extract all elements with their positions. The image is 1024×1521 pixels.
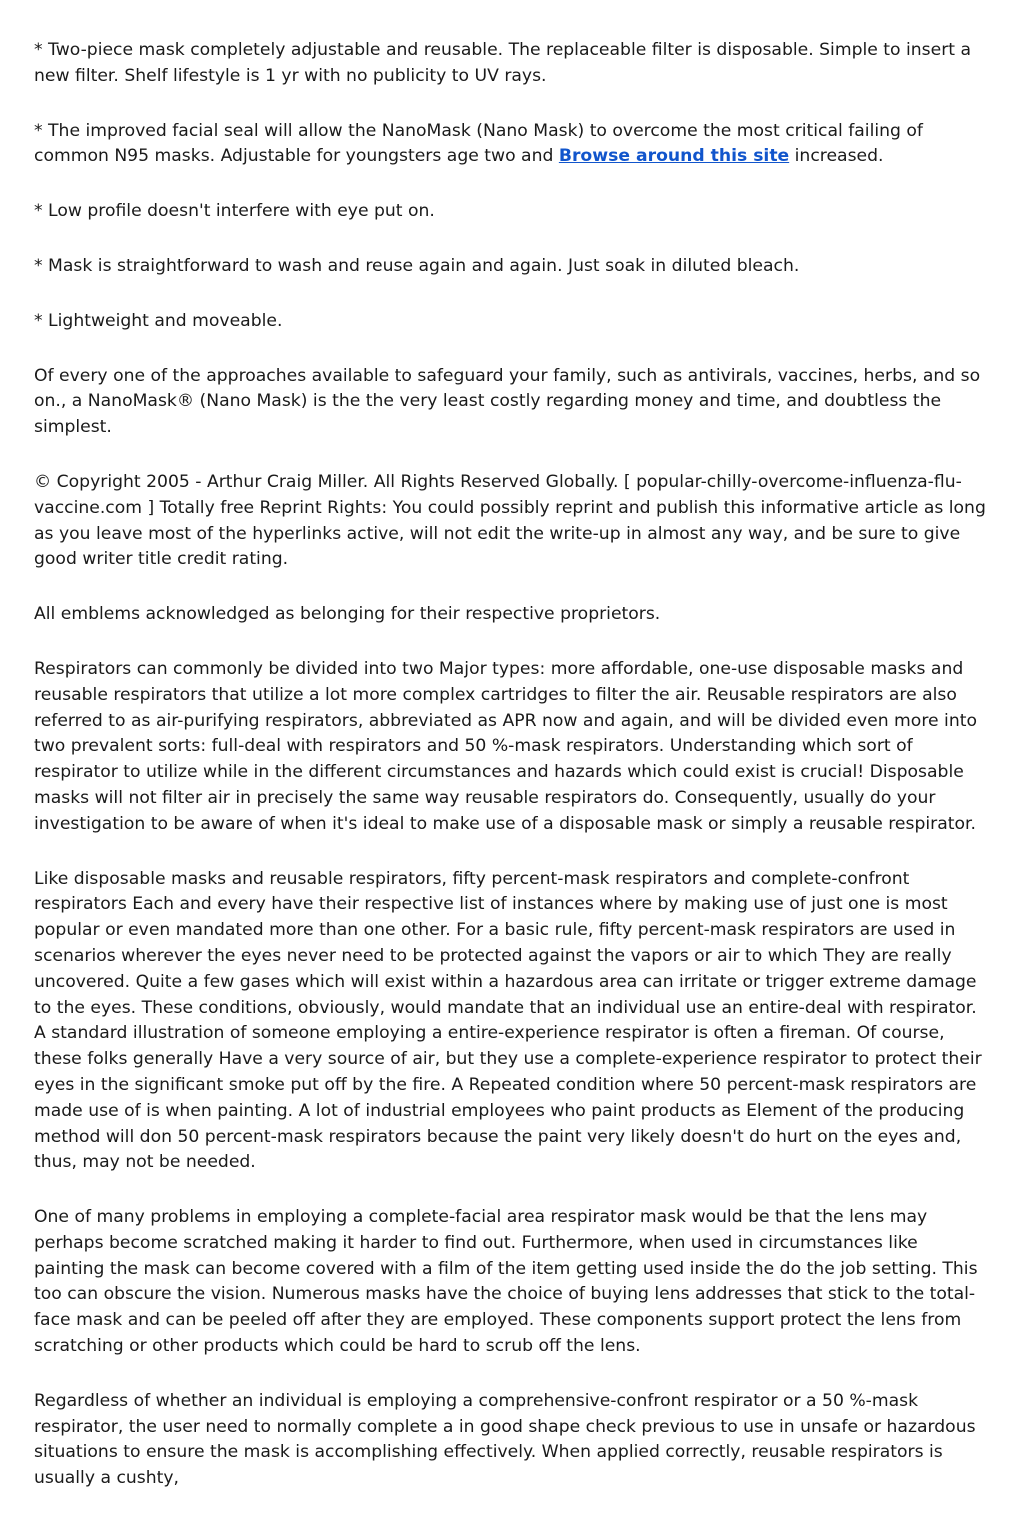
paragraph-facial-seal-tail: increased. <box>789 146 884 167</box>
paragraph-respirator-types: Respirators can commonly be divided into two Major types: more affordable, one-use disposable masks and reusable respirators that utilize a lot more complex cartridges to filter the air. Reusable respirators are also referred to as air-purifying respirators, abbreviated as APR now and again, and will be divided even more into two prevalent sorts: full-deal with respirators and 50 %-mask respirators. Understanding which sort of respirator to utilize while in the different circumstances and hazards which could exist is crucial! Disposable masks will not filter air in precisely the same way reusable respirators do. Consequently, usually do your investigation to be aware of when it's ideal to make use of a disposable mask or simply a reusable respirator. <box>34 658 977 834</box>
browse-site-link[interactable]: Browse around this site <box>558 146 790 167</box>
paragraph-lightweight: * Lightweight and moveable. <box>34 310 283 331</box>
paragraph-low-profile: * Low profile doesn't interfere with eye put on. <box>34 201 435 222</box>
paragraph-emblems: All emblems acknowledged as belonging for their respective proprietors. <box>34 604 661 625</box>
document-body <box>34 38 990 1521</box>
paragraph-mask-adjustable: * Two-piece mask completely adjustable and reusable. The replaceable filter is disposable. Simple to insert a new filter. Shelf lifestyle is 1 yr with no publicity to UV rays. <box>34 40 972 86</box>
paragraph-approaches: Of every one of the approaches available to safeguard your family, such as antivirals, vaccines, herbs, and so on., a NanoMask® (Nano Mask) is the the very least costly regarding money and time, and doubtless the simplest. <box>34 365 981 438</box>
paragraph-wash-reuse: * Mask is straightforward to wash and reuse again and again. Just soak in diluted bleach. <box>34 255 800 276</box>
paragraph-half-vs-full: Like disposable masks and reusable respirators, fifty percent-mask respirators and complete-confront respirators Each and every have their respective list of instances where by making use of just one is most popular or even mandated more than one other. For a basic rule, fifty percent-mask respirators are used in scenarios wherever the eyes never need to be protected against the vapors or air to which They are really uncovered. Quite a few gases which will exist within a hazardous area can irritate or trigger extreme damage to the eyes. These conditions, obviously, would mandate that an individual use an entire-deal with respirator. A standard illustration of someone employing a entire-experience respirator is often a fireman. Of course, these folks generally Have a very source of air, but they use a complete-experience respirator to protect their eyes in the significant smoke put off by the fire. A Repeated condition where 50 percent-mask respirators are made use of is when painting. A lot of industrial employees who paint products as Element of the producing method will don 50 percent-mask respirators because the paint very likely doesn't do hurt on the eyes and, thus, may not be needed. <box>34 868 982 1173</box>
paragraph-fit-check: Regardless of whether an individual is employing a comprehensive-confront respirator or a 50 %-mask respirator, the user need to normally complete a in good shape check previous to use in unsafe or hazardous situations to ensure the mask is accomplishing effectively. When applied correctly, reusable respirators is usually a cushty, <box>34 1390 976 1489</box>
paragraph-copyright: © Copyright 2005 - Arthur Craig Miller. All Rights Reserved Globally. [ popular-chilly-overcome-influenza-flu-vaccine.com ] Totally free Reprint Rights: You could possibly reprint and publish this informative article as long as you leave most of the hyperlinks active, will not edit the write-up in almost any way, and be sure to give good writer title credit rating. <box>34 471 986 570</box>
paragraph-facial-seal-text: * The improved facial seal will allow the NanoMask (Nano Mask) to overcome the most critical failing of common N95 masks. Adjustable for youngsters age two and <box>34 120 923 167</box>
paragraph-lens-problems: One of many problems in employing a complete-facial area respirator mask would be that the lens may perhaps become scratched making it harder to find out. Furthermore, when used in circumstances like painting the mask can become covered with a film of the item getting used inside the do the job setting. This too can obscure the vision. Numerous masks have the choice of buying lens addresses that stick to the total-face mask and can be peeled off after they are employed. These components support protect the lens from scratching or other products which could be hard to scrub off the lens. <box>34 1207 978 1357</box>
paragraph-facial-seal <box>34 119 990 171</box>
